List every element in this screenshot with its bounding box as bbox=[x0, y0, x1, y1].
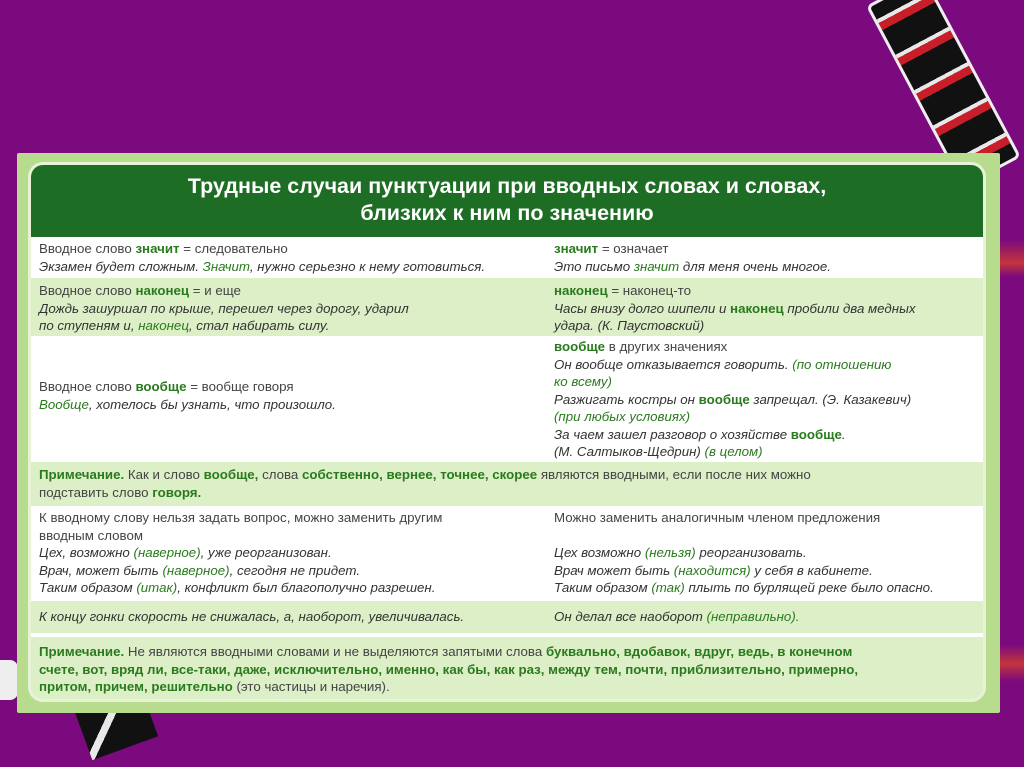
slide-card bbox=[17, 153, 1000, 713]
table-title bbox=[31, 165, 983, 237]
row-left-cell: Вводное слово вообще = вообще говоря Вообще, хотелось бы узнать, что произошло. bbox=[39, 379, 336, 412]
row-left-cell: К вводному слову нельзя задать вопрос, можно заменить другим вводным словом Цех, возможно (наверное), уже реорганизован. Врач, может быть (наверное), сегодня не придет. Таким образом (итак), конфликт был благополучно разрешен. bbox=[39, 510, 443, 595]
row-right-cell: Можно заменить аналогичным членом предложения Цех возможно (нельзя) реорганизовать. Врач может быть (находится) у себя в кабинете. Таким образом (так) плыть по бурлящей реке было опасно. bbox=[554, 510, 934, 595]
row-right-cell: вообще в других значениях Он вообще отказывается говорить. (по отношению ко всему) Разжигать костры он вообще запрещал. (Э. Казакевич) (при любых условиях) За чаем зашел разговор о хозяйстве вообще. (М. Салтыков-Щедрин) (в целом) bbox=[554, 339, 912, 459]
title-line-1: Трудные случаи пунктуации при вводных словах и словах, bbox=[187, 174, 827, 198]
table-row bbox=[31, 601, 983, 633]
row-left-cell: К концу гонки скорость не снижалась, а, наоборот, увеличивалась. bbox=[39, 609, 465, 624]
table-row bbox=[31, 336, 983, 462]
decorative-stripe bbox=[1000, 240, 1024, 700]
rules-table bbox=[31, 165, 983, 699]
row-left-cell: Вводное слово наконец = и еще Дождь зашуршал по крыше, перешел через дорогу, ударил по ступеням и, наконец, стал набирать силу. bbox=[39, 283, 409, 333]
decorative-shape bbox=[0, 660, 18, 700]
row-right-cell: Он делал все наоборот (неправильно). bbox=[554, 609, 800, 624]
table-row bbox=[31, 506, 983, 601]
table-row bbox=[31, 278, 983, 336]
row-right-cell: наконец = наконец-то Часы внизу долго шипели и наконец пробили два медных удара. (К. Паустовский) bbox=[554, 283, 916, 333]
table-row bbox=[31, 237, 983, 278]
note-row: Примечание. Не являются вводными словами и не выделяются запятыми слова буквально, вдобавок, вдруг, ведь, в конечном счете, вот, вряд ли, все-таки, даже, исключительно, именно, как бы, как раз, между тем, почти, приблизительно, примерно, притом, причем, решительно (это частицы и наречия). bbox=[31, 633, 983, 699]
title-line-2: близких к ним по значению bbox=[360, 201, 654, 225]
row-left-cell: Вводное слово значит = следовательно Экзамен будет сложным. Значит, нужно серьезно к нему готовиться. bbox=[39, 241, 486, 274]
note-row: Примечание. Как и слово вообще, слова собственно, вернее, точнее, скорее являются вводными, если после них можно подставить слово говоря. bbox=[31, 462, 983, 506]
row-right-cell: значит = означает Это письмо значит для меня очень многое. bbox=[554, 241, 831, 274]
